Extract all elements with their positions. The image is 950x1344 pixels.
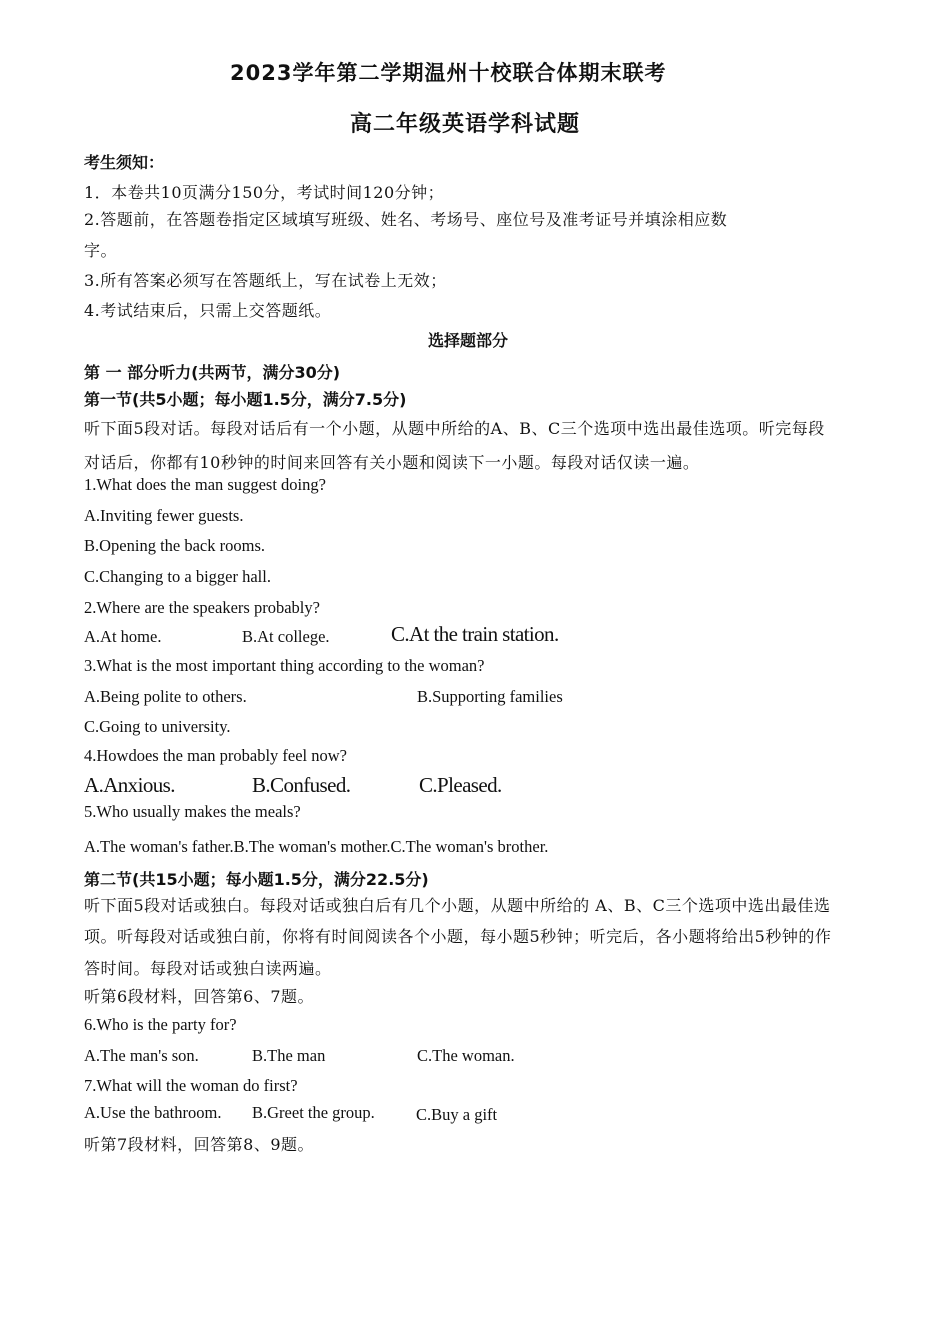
notice-item-1: 1．本卷共10页满分150分，考试时间120分钟； <box>84 183 445 202</box>
section2-instructions-3: 答时间。每段对话或独白读两遍。 <box>84 959 332 978</box>
question-4: 4.Howdoes the man probably feel now? <box>84 746 348 765</box>
question-6-option-b: B.The man <box>252 1046 326 1065</box>
question-4-option-a: A.Anxious. <box>84 773 175 797</box>
section1-instructions-2: 对话后，你都有10秒钟的时间来回答有关小题和阅读下一小题。每段对话仅读一遍。 <box>84 453 700 472</box>
question-3: 3.What is the most important thing according to the woman? <box>84 656 485 675</box>
question-5-options: A.The woman's father.B.The woman's mother.C.The woman's brother. <box>84 837 549 856</box>
material-7-label: 听第7段材料，回答第8、9题。 <box>84 1135 315 1154</box>
question-2-option-c: C.At the train station. <box>391 622 559 646</box>
question-5: 5.Who usually makes the meals? <box>84 802 301 821</box>
question-4-option-b: B.Confused. <box>252 773 351 797</box>
question-6-option-c: C.The woman. <box>417 1046 515 1065</box>
material-6-label: 听第6段材料，回答第6、7题。 <box>84 987 315 1006</box>
question-2-option-a: A.At home. <box>84 627 162 646</box>
question-4-option-c: C.Pleased. <box>419 773 502 797</box>
section1-heading: 第一节(共5小题；每小题1.5分，满分7.5分) <box>84 390 407 409</box>
question-7-option-a: A.Use the bathroom. <box>84 1103 222 1122</box>
question-7-option-c: C.Buy a gift <box>416 1105 498 1124</box>
section1-instructions-1: 听下面5段对话。每段对话后有一个小题，从题中所给的A、B、C三个选项中选出最佳选项。听完每段 <box>84 419 825 438</box>
question-2: 2.Where are the speakers probably? <box>84 598 320 617</box>
part1-heading: 第 一 部分听力(共两节，满分30分) <box>84 363 341 382</box>
notice-item-2: 2.答题前，在答题卷指定区域填写班级、姓名、考场号、座位号及准考证号并填涂相应数 <box>84 210 728 229</box>
notice-item-2-cont: 字。 <box>84 241 118 260</box>
question-1-option-a: A.Inviting fewer guests. <box>84 506 244 525</box>
question-3-option-a: A.Being polite to others. <box>84 687 247 706</box>
notice-item-3: 3.所有答案必须写在答题纸上，写在试卷上无效； <box>84 271 447 290</box>
question-7-option-b: B.Greet the group. <box>252 1103 375 1122</box>
notice-item-4: 4.考试结束后，只需上交答题纸。 <box>84 301 332 320</box>
section-title: 选择题部分 <box>428 331 509 350</box>
question-2-option-b: B.At college. <box>242 627 330 646</box>
question-3-option-b: B.Supporting families <box>417 687 563 706</box>
exam-title: 2023学年第二学期温州十校联合体期末联考 <box>230 61 667 85</box>
question-6: 6.Who is the party for? <box>84 1015 237 1034</box>
notice-heading: 考生须知： <box>84 153 165 172</box>
question-1: 1.What does the man suggest doing? <box>84 475 326 494</box>
question-1-option-c: C.Changing to a bigger hall. <box>84 567 271 586</box>
question-7: 7.What will the woman do first? <box>84 1076 298 1095</box>
section2-heading: 第二节(共15小题；每小题1.5分，满分22.5分) <box>84 870 429 889</box>
question-1-option-b: B.Opening the back rooms. <box>84 536 266 555</box>
section2-instructions-1: 听下面5段对话或独白。每段对话或独白后有几个小题，从题中所给的 A、B、C三个选项中选出最佳选 <box>84 896 831 915</box>
exam-subtitle: 高二年级英语学科试题 <box>350 112 581 137</box>
question-6-option-a: A.The man's son. <box>84 1046 199 1065</box>
section2-instructions-2: 项。听每段对话或独白前，你将有时间阅读各个小题，每小题5秒钟；听完后，各小题将给出5秒钟的作 <box>84 927 832 946</box>
question-3-option-c: C.Going to university. <box>84 717 231 736</box>
